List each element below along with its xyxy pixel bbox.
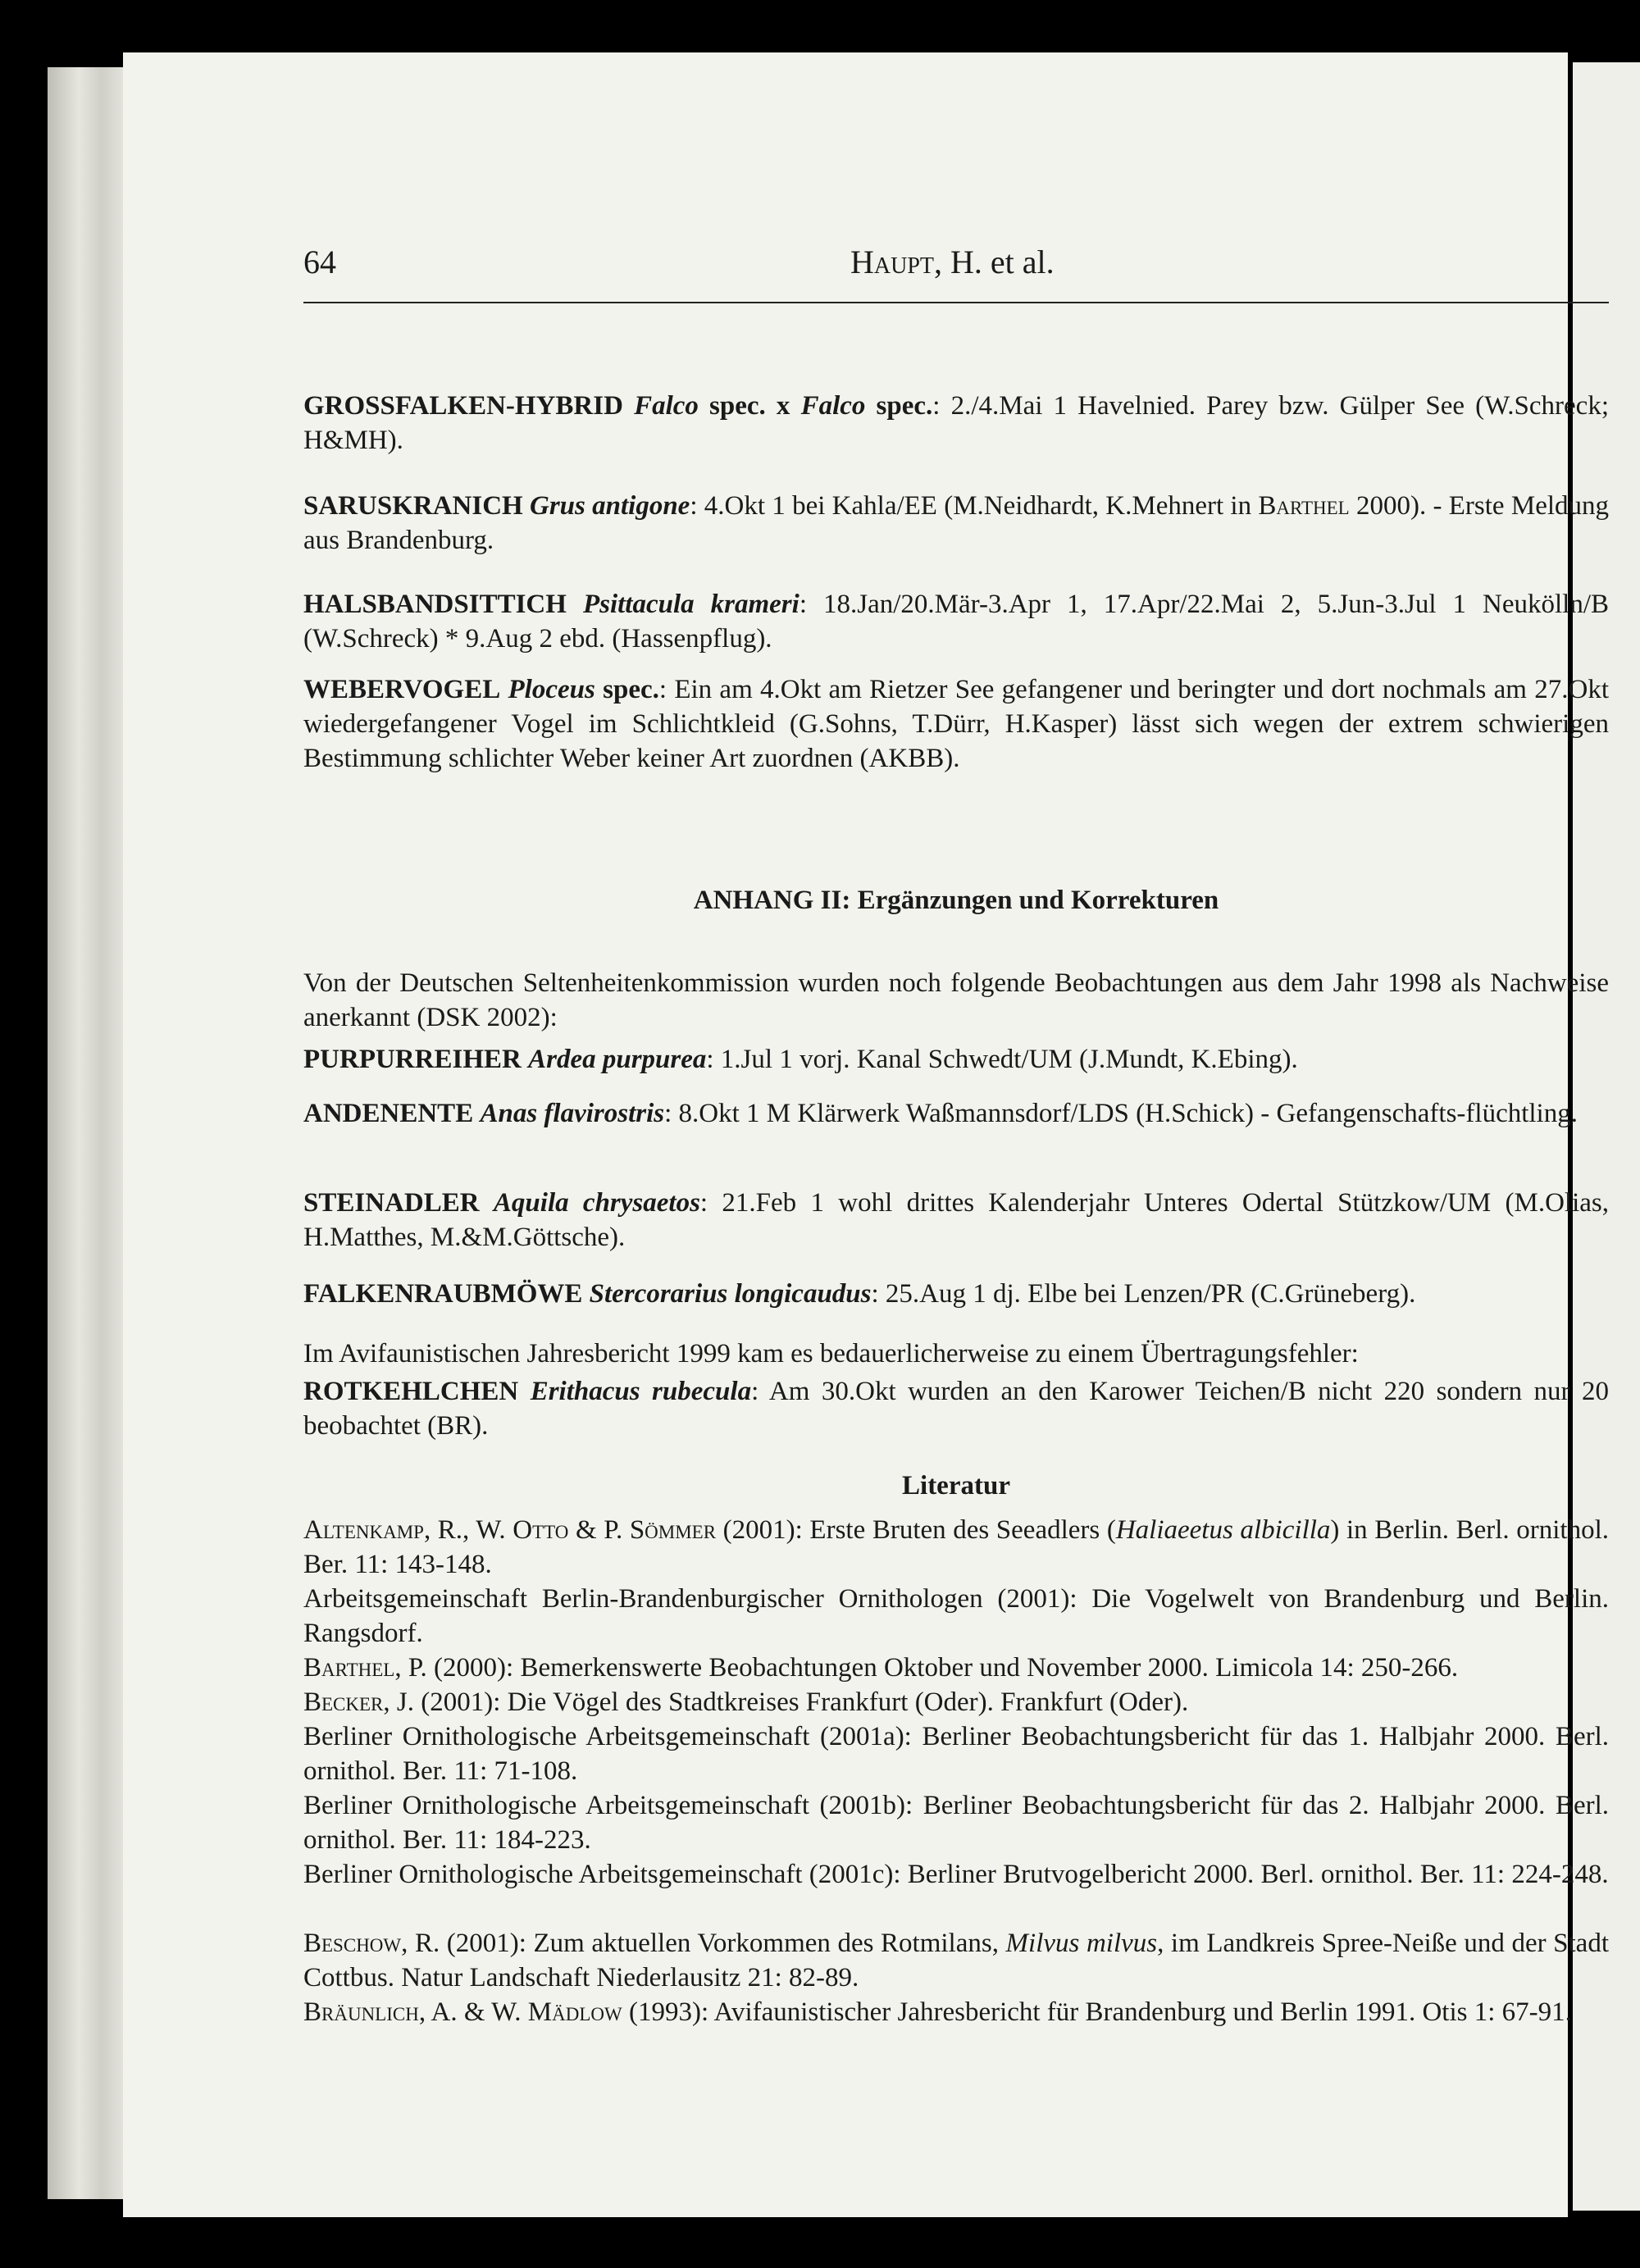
entry-andenente: ANDENENTE Anas flavirostris: 8.Okt 1 M Klärwerk Waßmannsdorf/LDS (H.Schick) - Gefangenschafts-flüchtling. — [303, 1099, 1578, 1128]
correction-intro: Im Avifaunistischen Jahresbericht 1999 kam es bedauerlicherweise zu einem Übertragungsfehler: — [303, 1339, 1359, 1369]
ref-berliner-2001a: Berliner Ornithologische Arbeitsgemeinschaft (2001a): Berliner Beobachtungsbericht für das 1. Halbjahr 2000. Berl. ornithol. Ber. 11: 71-108. — [303, 1722, 1609, 1786]
ref-berliner-2001c: Berliner Ornithologische Arbeitsgemeinschaft (2001c): Berliner Brutvogelbericht 2000. Berl. ornithol. Ber. 11: 224-248. — [303, 1860, 1609, 1889]
ref-beschow: Beschow, R. (2001): Zum aktuellen Vorkommen des Rotmilans, Milvus milvus, im Landkreis Spree-Neiße und der Stadt Cottbus. Natur Landschaft Niederlausitz 21: 82-89. — [303, 1929, 1609, 1992]
book-page — [123, 52, 1610, 2217]
ref-arbeitsgemeinschaft: Arbeitsgemeinschaft Berlin-Brandenburgischer Ornithologen (2001): Die Vogelwelt von Brandenburg und Berlin. Rangsdorf. — [303, 1584, 1609, 1648]
entry-grossfalken-hybrid: GROSSFALKEN-HYBRID Falco spec. x Falco spec.: 2./4.Mai 1 Havelnied. Parey bzw. Gülper See (W.Schreck; H&MH). — [303, 391, 1609, 455]
entry-webervogel: WEBERVOGEL Ploceus spec.: Ein am 4.Okt am Rietzer See gefangener und beringter und dort nochmals am 27.Okt wiedergefangener Vogel im Schlichtkleid (G.Sohns, T.Dürr, H.Kasper) lässt sich wegen der extrem schwierigen Bestimmung schlichter Weber keiner Art zuordnen (AKBB). — [303, 675, 1609, 773]
entry-purpurreiher: PURPURREIHER Ardea purpurea: 1.Jul 1 vorj. Kanal Schwedt/UM (J.Mundt, K.Ebing). — [303, 1045, 1298, 1074]
entry-rotkehlchen: ROTKEHLCHEN Erithacus rubecula: Am 30.Okt wurden an den Karower Teichen/B nicht 220 sondern nur 20 beobachtet (BR). — [303, 1377, 1610, 1441]
ref-braeunlich: Bräunlich, A. & W. Mädlow (1993): Avifaunistischer Jahresbericht für Brandenburg und Berlin 1991. Otis 1: 67-91. — [303, 1997, 1572, 2027]
page-header — [303, 236, 1609, 303]
ref-berliner-2001b: Berliner Ornithologische Arbeitsgemeinschaft (2001b): Berliner Beobachtungsbericht für das 2. Halbjahr 2000. Berl. ornithol. Ber. 11: 184-223. — [303, 1791, 1609, 1855]
anhang-heading: ANHANG II: Ergänzungen und Korrekturen — [693, 886, 1219, 915]
entry-halsbandsittich: HALSBANDSITTICH Psittacula krameri: 18.Jan/20.Mär-3.Apr 1, 17.Apr/22.Mai 2, 5.Jun-3.Jul 1 Neukölln/B (W.Schreck) * 9.Aug 2 ebd. (Hassenpflug). — [303, 590, 1610, 654]
ref-barthel: Barthel, P. (2000): Bemerkenswerte Beobachtungen Oktober und November 2000. Limicola 14: 250-266. — [303, 1653, 1459, 1683]
entry-saruskranich: SARUSKRANICH Grus antigone: 4.Okt 1 bei Kahla/EE (M.Neidhardt, K.Mehnert in Barthel 2000). - Erste Meldung aus Brandenburg. — [303, 491, 1610, 555]
page-number: 64 — [303, 244, 336, 280]
literatur-heading: Literatur — [902, 1471, 1010, 1501]
anhang-intro: Von der Deutschen Seltenheitenkommission wurden noch folgende Beobachtungen aus dem Jahr 1998 als Nachweise anerkannt (DSK 2002): — [303, 968, 1609, 1032]
ref-becker: Becker, J. (2001): Die Vögel des Stadtkreises Frankfurt (Oder). Frankfurt (Oder). — [303, 1687, 1189, 1717]
entry-falkenraubmoewe: FALKENRAUBMÖWE Stercorarius longicaudus: 25.Aug 1 dj. Elbe bei Lenzen/PR (C.Grüneberg). — [303, 1279, 1416, 1309]
entry-steinadler: STEINADLER Aquila chrysaetos: 21.Feb 1 wohl drittes Kalenderjahr Unteres Odertal Stützkow/UM (M.Olias, H.Matthes, M.&M.Göttsche). — [303, 1188, 1609, 1252]
ref-altenkamp: Altenkamp, R., W. Otto & P. Sömmer (2001): Erste Bruten des Seeadlers (Haliaeetus albicilla) in Berlin. Berl. ornithol. Ber. 11: 143-148. — [303, 1515, 1609, 1579]
running-head: Haupt, H. et al. — [850, 244, 1055, 280]
